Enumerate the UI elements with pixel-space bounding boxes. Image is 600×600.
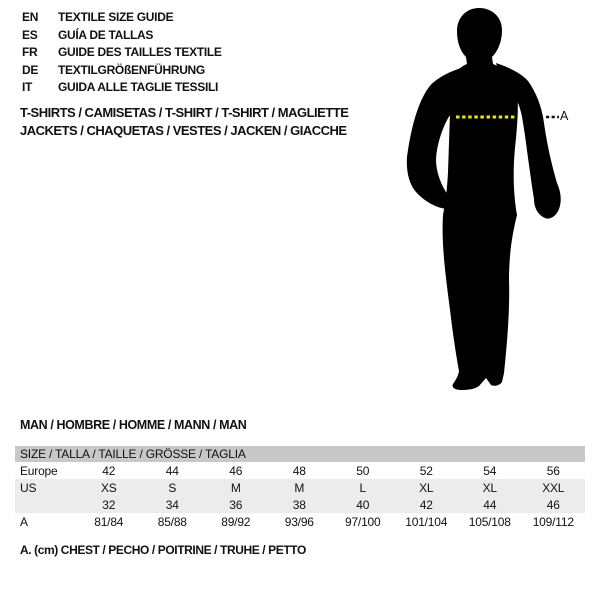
language-text: TEXTILGRÖßENFÜHRUNG — [58, 62, 205, 77]
size-cell: S — [168, 480, 177, 495]
size-cell: 48 — [292, 463, 306, 478]
language-code: DE — [22, 62, 39, 77]
language-code: ES — [22, 27, 38, 42]
section-title-man: MAN / HOMBRE / HOMME / MANN / MAN — [20, 418, 247, 432]
table-row-europe — [15, 462, 585, 479]
size-cell: XXL — [542, 480, 565, 495]
product-line-jackets: JACKETS / CHAQUETAS / VESTES / JACKEN / GIACCHE — [20, 122, 347, 138]
size-cell: 42 — [102, 463, 116, 478]
table-row-chest-a — [15, 513, 585, 530]
size-cell: 44 — [165, 463, 179, 478]
size-cell: 38 — [292, 497, 306, 512]
size-cell: M — [230, 480, 241, 495]
size-table-header: SIZE / TALLA / TAILLE / GRÖSSE / TAGLIA — [15, 446, 585, 462]
size-cell: 97/100 — [344, 514, 381, 529]
size-cell: 109/112 — [532, 514, 574, 529]
size-cell: 52 — [419, 463, 433, 478]
size-cell: 56 — [546, 463, 560, 478]
size-cell: 93/96 — [284, 514, 314, 529]
size-cell: 89/92 — [221, 514, 251, 529]
language-text: TEXTILE SIZE GUIDE — [58, 10, 174, 24]
size-cell: XS — [100, 480, 117, 495]
language-text: GUÍA DE TALLAS — [58, 27, 154, 42]
language-code: FR — [22, 45, 38, 59]
size-cell: 40 — [356, 497, 370, 512]
size-cell: 50 — [356, 463, 370, 478]
size-cell: 101/104 — [405, 514, 448, 529]
product-line-tshirts: T-SHIRTS / CAMISETAS / T-SHIRT / T-SHIRT / MAGLIETTE — [20, 105, 349, 120]
language-row — [22, 79, 222, 97]
language-row — [22, 62, 222, 80]
size-cell: 34 — [165, 497, 179, 512]
size-cell: 105/108 — [468, 514, 511, 529]
language-row — [22, 9, 222, 27]
size-cell: 44 — [483, 497, 497, 512]
man-silhouette-figure — [398, 0, 582, 410]
size-cell: 32 — [102, 497, 116, 512]
size-cell: L — [359, 480, 366, 495]
size-cell: 54 — [483, 463, 497, 478]
size-cell: M — [294, 480, 305, 495]
language-text: GUIDE DES TAILLES TEXTILE — [58, 45, 222, 59]
size-cell: 42 — [419, 497, 433, 512]
language-text: GUIDA ALLE TAGLIE TESSILI — [58, 80, 219, 94]
size-cell: 85/88 — [157, 514, 187, 529]
size-cell: 36 — [229, 497, 243, 512]
size-cell: 46 — [546, 497, 560, 512]
language-list — [22, 9, 222, 97]
table-row-us — [15, 479, 585, 496]
table-row-numeric — [15, 496, 585, 513]
size-table — [15, 446, 585, 530]
measure-label-a: A — [560, 109, 569, 123]
row-label: US — [20, 480, 37, 495]
row-label: Europe — [20, 463, 58, 478]
size-cell: 46 — [229, 463, 243, 478]
language-row — [22, 44, 222, 62]
size-cell: 81/84 — [94, 514, 124, 529]
size-cell: XL — [482, 480, 497, 495]
row-label: A — [20, 514, 28, 529]
language-row — [22, 27, 222, 45]
language-code: EN — [22, 10, 39, 24]
language-code: IT — [22, 80, 33, 94]
chest-footnote: A. (cm) CHEST / PECHO / POITRINE / TRUHE / PETTO — [20, 543, 306, 557]
size-cell: XL — [419, 480, 434, 495]
product-type-lines — [20, 104, 348, 139]
